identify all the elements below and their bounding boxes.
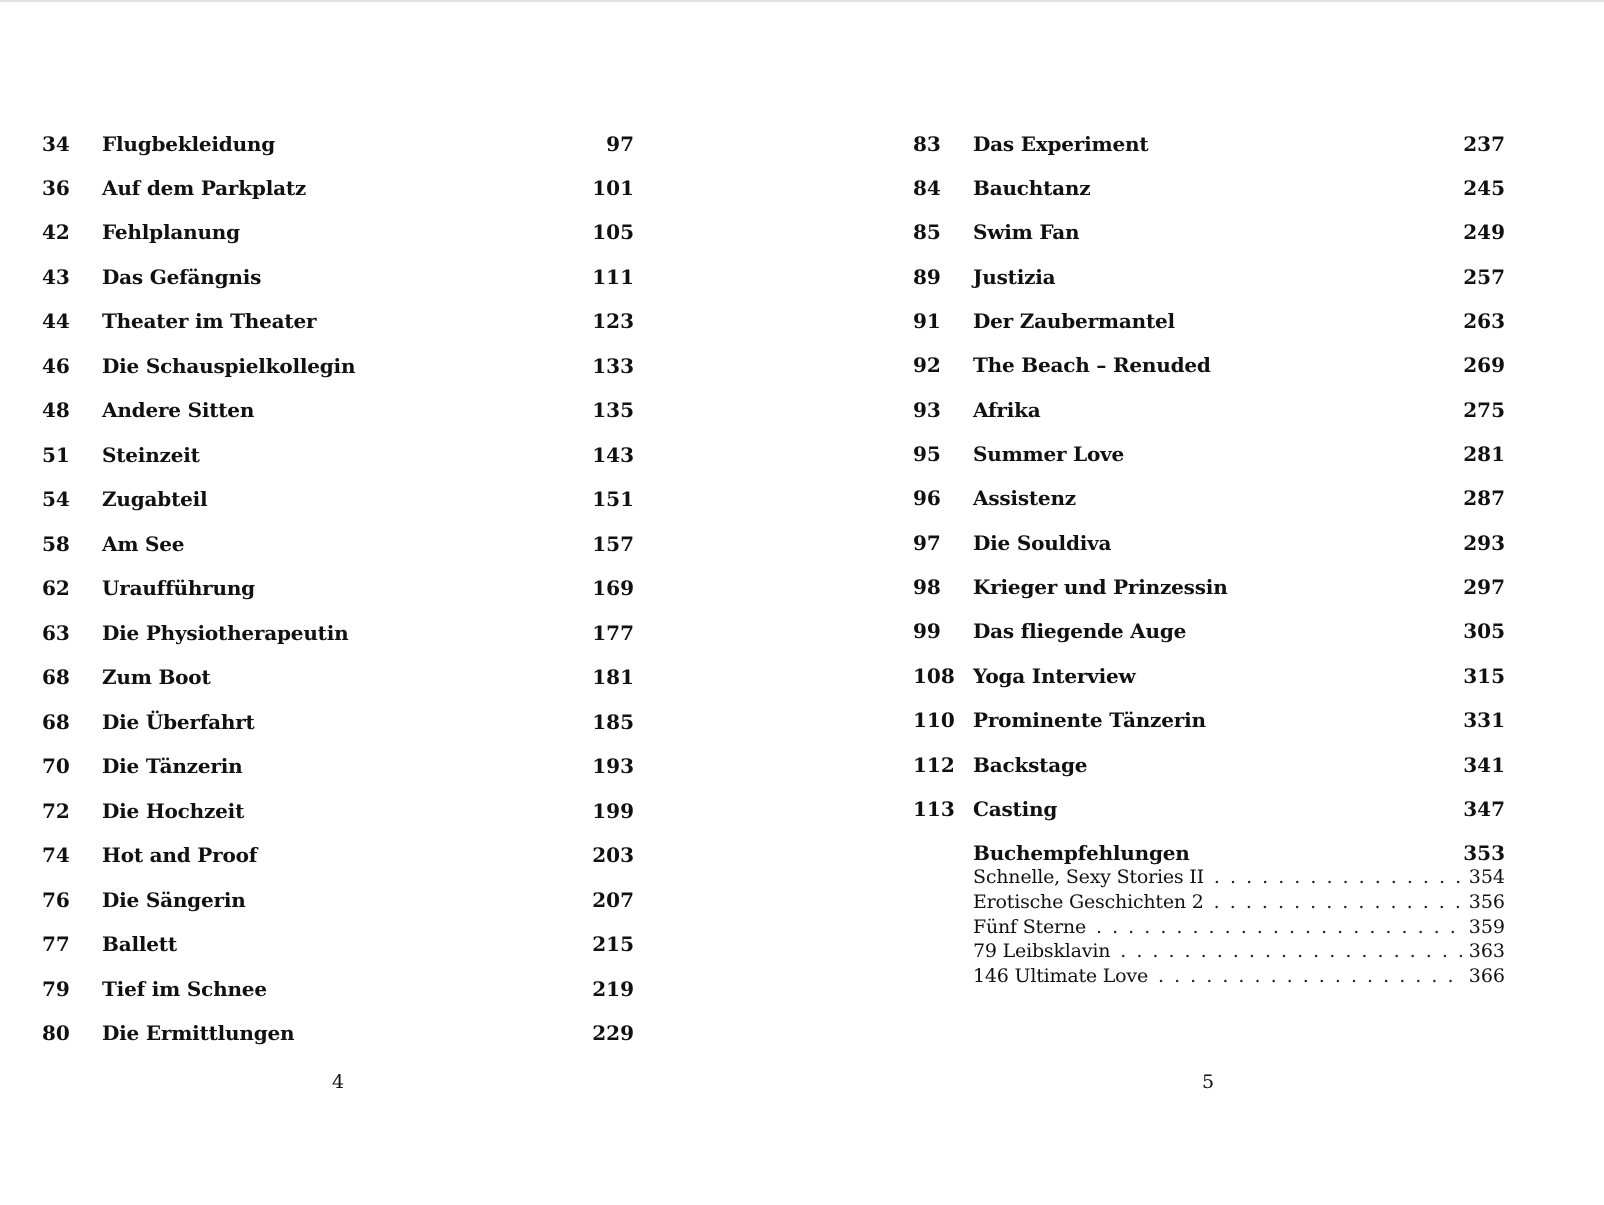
recommendations-heading[interactable] bbox=[973, 840, 1505, 866]
toc-entry-number: 99 bbox=[913, 619, 941, 643]
toc-entry-title: Bauchtanz bbox=[973, 176, 1091, 200]
toc-entry[interactable] bbox=[913, 796, 1505, 822]
toc-entry[interactable] bbox=[913, 574, 1505, 600]
toc-entry-number: 92 bbox=[913, 353, 941, 377]
toc-entry-number: 42 bbox=[42, 220, 70, 244]
toc-entry-page: 133 bbox=[592, 354, 634, 378]
recommendation-title: Fünf Sterne bbox=[973, 916, 1086, 938]
toc-entry-page: 275 bbox=[1463, 398, 1505, 422]
dot-leader bbox=[1214, 865, 1465, 889]
toc-entry-number: 34 bbox=[42, 132, 70, 156]
toc-entry-title: Die Tänzerin bbox=[102, 754, 243, 778]
toc-entry-number: 96 bbox=[913, 486, 941, 510]
toc-entry-title: The Beach – Renuded bbox=[973, 353, 1211, 377]
toc-entry[interactable] bbox=[42, 709, 634, 735]
toc-entry[interactable] bbox=[913, 707, 1505, 733]
toc-entry-page: 193 bbox=[592, 754, 634, 778]
toc-entry-title: Uraufführung bbox=[102, 576, 255, 600]
toc-entry-title: Am See bbox=[102, 532, 185, 556]
toc-entry-page: 269 bbox=[1463, 353, 1505, 377]
toc-entry-number: 98 bbox=[913, 575, 941, 599]
toc-entry-number: 83 bbox=[913, 132, 941, 156]
toc-entry-number: 79 bbox=[42, 977, 70, 1001]
toc-entry[interactable] bbox=[913, 264, 1505, 290]
recommendation-title: Schnelle, Sexy Stories II bbox=[973, 866, 1204, 888]
toc-entry-page: 281 bbox=[1463, 442, 1505, 466]
toc-entry[interactable] bbox=[42, 353, 634, 379]
recommendation-title: 146 Ultimate Love bbox=[973, 965, 1149, 987]
toc-entry-title: Flugbekleidung bbox=[102, 132, 276, 156]
toc-entry-page: 341 bbox=[1463, 753, 1505, 777]
toc-entry[interactable] bbox=[913, 397, 1505, 423]
toc-entry[interactable] bbox=[42, 842, 634, 868]
toc-entry[interactable] bbox=[42, 264, 634, 290]
toc-entry-number: 85 bbox=[913, 220, 941, 244]
toc-entry-title: Auf dem Parkplatz bbox=[102, 176, 307, 200]
toc-entry[interactable] bbox=[42, 397, 634, 423]
toc-entry[interactable] bbox=[913, 618, 1505, 644]
toc-entry-number: 112 bbox=[913, 753, 955, 777]
toc-entry-page: 143 bbox=[592, 443, 634, 467]
toc-entry-page: 297 bbox=[1463, 575, 1505, 599]
toc-entry-page: 293 bbox=[1463, 531, 1505, 555]
toc-entry-page: 177 bbox=[592, 621, 634, 645]
toc-entry-number: 93 bbox=[913, 398, 941, 422]
toc-entry-number: 58 bbox=[42, 532, 70, 556]
toc-entry[interactable] bbox=[42, 753, 634, 779]
toc-entry-page: 101 bbox=[592, 176, 634, 200]
toc-entry[interactable] bbox=[913, 485, 1505, 511]
toc-entry-page: 331 bbox=[1463, 708, 1505, 732]
toc-entry-page: 123 bbox=[592, 309, 634, 333]
recommendation-page: 366 bbox=[1468, 965, 1505, 987]
toc-entry-page: 97 bbox=[606, 132, 634, 156]
toc-entry[interactable] bbox=[913, 219, 1505, 245]
toc-entry-page: 215 bbox=[592, 932, 634, 956]
toc-entry-number: 84 bbox=[913, 176, 941, 200]
recommendation-page: 363 bbox=[1468, 940, 1505, 962]
recommendation-item[interactable] bbox=[973, 915, 1505, 939]
toc-entry-number: 70 bbox=[42, 754, 70, 778]
toc-entry-title: Casting bbox=[973, 797, 1058, 821]
toc-entry-title: Die Ermittlungen bbox=[102, 1021, 295, 1045]
toc-entry[interactable] bbox=[42, 486, 634, 512]
toc-entry-number: 43 bbox=[42, 265, 70, 289]
toc-entry-number: 91 bbox=[913, 309, 941, 333]
toc-entry-page: 263 bbox=[1463, 309, 1505, 333]
toc-entry-page: 151 bbox=[592, 487, 634, 511]
toc-entry-page: 315 bbox=[1463, 664, 1505, 688]
toc-entry-number: 51 bbox=[42, 443, 70, 467]
toc-entry-title: Die Hochzeit bbox=[102, 799, 245, 823]
toc-entry[interactable] bbox=[42, 798, 634, 824]
toc-entry-title: Das Experiment bbox=[973, 132, 1149, 156]
toc-entry-number: 77 bbox=[42, 932, 70, 956]
toc-entry-number: 62 bbox=[42, 576, 70, 600]
toc-entry[interactable] bbox=[913, 530, 1505, 556]
toc-entry-title: Das Gefängnis bbox=[102, 265, 262, 289]
toc-entry-number: 113 bbox=[913, 797, 955, 821]
toc-entry-page: 245 bbox=[1463, 176, 1505, 200]
toc-entry-page: 135 bbox=[592, 398, 634, 422]
dot-leader bbox=[1120, 939, 1465, 963]
toc-entry-page: 111 bbox=[592, 265, 634, 289]
toc-entry-number: 54 bbox=[42, 487, 70, 511]
toc-entry-title: Hot and Proof bbox=[102, 843, 258, 867]
toc-entry-title: Tief im Schnee bbox=[102, 977, 267, 1001]
toc-entry-number: 89 bbox=[913, 265, 941, 289]
toc-entry[interactable] bbox=[42, 887, 634, 913]
toc-entry[interactable] bbox=[42, 308, 634, 334]
toc-entry-title: Die Überfahrt bbox=[102, 710, 255, 734]
recommendation-title: Erotische Geschichten 2 bbox=[973, 891, 1204, 913]
recommendation-item[interactable] bbox=[973, 865, 1505, 889]
toc-entry-page: 207 bbox=[592, 888, 634, 912]
recommendations-page: 353 bbox=[1463, 841, 1505, 865]
toc-entry[interactable] bbox=[42, 531, 634, 557]
toc-entry-number: 48 bbox=[42, 398, 70, 422]
toc-entry-number: 76 bbox=[42, 888, 70, 912]
toc-entry-title: Yoga Interview bbox=[973, 664, 1136, 688]
toc-entry-number: 46 bbox=[42, 354, 70, 378]
toc-entry[interactable] bbox=[42, 219, 634, 245]
recommendation-page: 356 bbox=[1468, 891, 1505, 913]
toc-entry-title: Assistenz bbox=[973, 486, 1076, 510]
toc-entry-title: Backstage bbox=[973, 753, 1088, 777]
toc-entry-number: 44 bbox=[42, 309, 70, 333]
toc-entry[interactable] bbox=[42, 620, 634, 646]
dot-leader bbox=[1096, 915, 1465, 939]
toc-entry-page: 347 bbox=[1463, 797, 1505, 821]
toc-entry-title: Der Zaubermantel bbox=[973, 309, 1175, 333]
recommendation-item[interactable] bbox=[973, 964, 1505, 988]
toc-entry-title: Die Souldiva bbox=[973, 531, 1112, 555]
toc-entry-title: Die Schauspielkollegin bbox=[102, 354, 356, 378]
toc-entry[interactable] bbox=[42, 931, 634, 957]
toc-entry-number: 68 bbox=[42, 665, 70, 689]
toc-entry[interactable] bbox=[42, 976, 634, 1002]
toc-entry[interactable] bbox=[913, 131, 1505, 157]
dot-leader bbox=[1214, 890, 1465, 914]
toc-entry[interactable] bbox=[42, 1020, 634, 1046]
toc-entry-title: Andere Sitten bbox=[102, 398, 255, 422]
recommendation-page: 354 bbox=[1468, 866, 1505, 888]
toc-entry-title: Fehlplanung bbox=[102, 220, 240, 244]
dot-leader bbox=[1158, 964, 1465, 988]
toc-entry[interactable] bbox=[42, 664, 634, 690]
toc-entry-page: 105 bbox=[592, 220, 634, 244]
toc-entry-title: Krieger und Prinzessin bbox=[973, 575, 1228, 599]
toc-entry-page: 257 bbox=[1463, 265, 1505, 289]
right-page bbox=[802, 0, 1604, 1205]
toc-entry-page: 249 bbox=[1463, 220, 1505, 244]
toc-entry-number: 80 bbox=[42, 1021, 70, 1045]
toc-entry-title: Zum Boot bbox=[102, 665, 211, 689]
toc-entry-page: 169 bbox=[592, 576, 634, 600]
toc-entry[interactable] bbox=[913, 663, 1505, 689]
toc-entry[interactable] bbox=[42, 575, 634, 601]
recommendation-page: 359 bbox=[1468, 916, 1505, 938]
toc-entry-page: 237 bbox=[1463, 132, 1505, 156]
toc-entry-page: 305 bbox=[1463, 619, 1505, 643]
toc-entry-title: Theater im Theater bbox=[102, 309, 317, 333]
toc-entry[interactable] bbox=[42, 131, 634, 157]
toc-entry[interactable] bbox=[913, 752, 1505, 778]
toc-entry-title: Afrika bbox=[973, 398, 1041, 422]
toc-entry-title: Swim Fan bbox=[973, 220, 1080, 244]
toc-entry-title: Die Sängerin bbox=[102, 888, 246, 912]
toc-entry-title: Das fliegende Auge bbox=[973, 619, 1187, 643]
toc-entry-number: 108 bbox=[913, 664, 955, 688]
recommendations-title: Buchempfehlungen bbox=[973, 841, 1190, 865]
recommendation-item[interactable] bbox=[973, 939, 1505, 963]
toc-entry-number: 63 bbox=[42, 621, 70, 645]
toc-entry-title: Zugabteil bbox=[102, 487, 208, 511]
toc-entry-title: Justizia bbox=[973, 265, 1056, 289]
toc-entry-page: 229 bbox=[592, 1021, 634, 1045]
toc-entry-number: 97 bbox=[913, 531, 941, 555]
toc-entry[interactable] bbox=[913, 441, 1505, 467]
toc-entry[interactable] bbox=[42, 175, 634, 201]
toc-entry[interactable] bbox=[913, 308, 1505, 334]
recommendation-item[interactable] bbox=[973, 890, 1505, 914]
toc-entry[interactable] bbox=[42, 442, 634, 468]
toc-entry-page: 157 bbox=[592, 532, 634, 556]
toc-entry-number: 95 bbox=[913, 442, 941, 466]
toc-entry-page: 203 bbox=[592, 843, 634, 867]
toc-entry-title: Ballett bbox=[102, 932, 177, 956]
toc-entry-number: 36 bbox=[42, 176, 70, 200]
toc-entry-number: 74 bbox=[42, 843, 70, 867]
toc-entry-title: Summer Love bbox=[973, 442, 1125, 466]
toc-entry-title: Steinzeit bbox=[102, 443, 200, 467]
toc-entry-page: 181 bbox=[592, 665, 634, 689]
toc-entry-page: 287 bbox=[1463, 486, 1505, 510]
page-number-left: 4 bbox=[331, 1071, 345, 1093]
toc-entry[interactable] bbox=[913, 175, 1505, 201]
toc-entry-number: 72 bbox=[42, 799, 70, 823]
toc-entry-number: 68 bbox=[42, 710, 70, 734]
toc-entry-page: 199 bbox=[592, 799, 634, 823]
toc-entry-page: 219 bbox=[592, 977, 634, 1001]
recommendation-title: 79 Leibsklavin bbox=[973, 940, 1111, 962]
toc-entry-title: Die Physiotherapeutin bbox=[102, 621, 349, 645]
toc-entry[interactable] bbox=[913, 352, 1505, 378]
toc-entry-number: 110 bbox=[913, 708, 955, 732]
page-number-right: 5 bbox=[1201, 1071, 1215, 1093]
toc-entry-title: Prominente Tänzerin bbox=[973, 708, 1206, 732]
toc-entry-page: 185 bbox=[592, 710, 634, 734]
